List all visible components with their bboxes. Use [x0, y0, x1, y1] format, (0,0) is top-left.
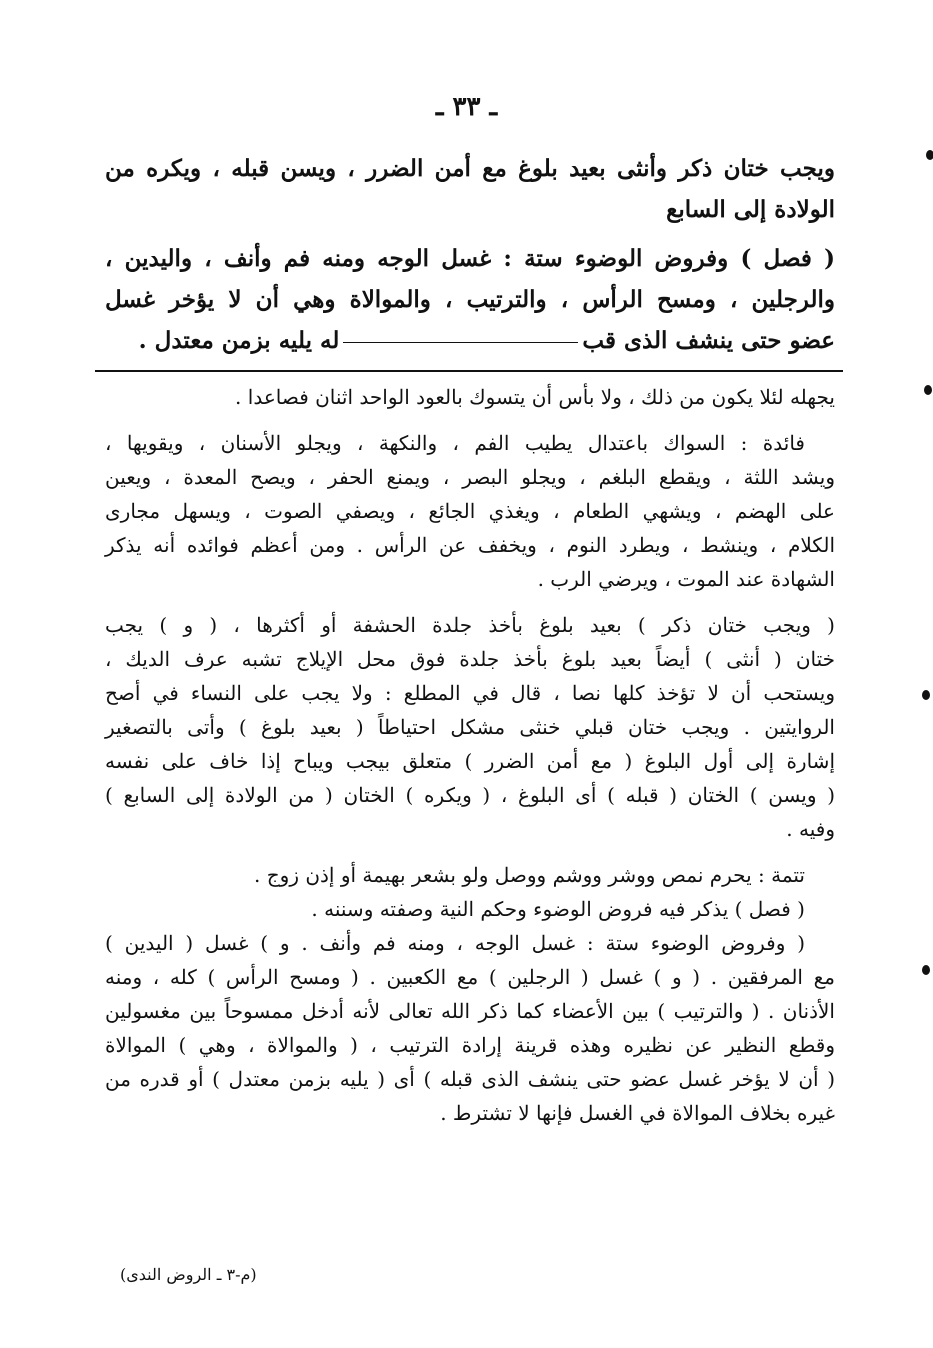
matn-line: ( فصل ) وفروض الوضوء ستة : غسل الوجه ومنه فم وأنف ، واليدين ،	[105, 245, 835, 272]
sharh-line: الأذنان . ( والترتيب ) بين الأعضاء كما ذكر الله تعالى لأنه أدخل ممسوحاً بين مغسولين	[105, 999, 835, 1023]
matn-line-end: له يليه بزمن معتدل .	[138, 327, 340, 354]
sharh-line: وقطع النظير عن نظيره وهذه قرينة إرادة الترتيب ، ( والموالاة ، وهي ) الموالاة	[105, 1033, 835, 1057]
matn-line: الولادة إلى السابع	[666, 196, 835, 223]
sharh-line: ( وفروض الوضوء ستة : غسل الوجه ، ومنه فم وأنف . و ) غسل ( اليدين )	[105, 931, 805, 955]
footer-note: (م-٣ ـ الروض الندى)	[120, 1265, 257, 1284]
sharh-line: مع المرفقين . ( و ) غسل ( الرجلين ) مع الكعبين . ( ومسح الرأس ) كله ، ومنه	[105, 965, 835, 989]
margin-mark	[922, 690, 930, 700]
blank-rule	[343, 342, 578, 343]
sharh-line: ( ويجب ختان ذكر ) بعيد بلوغ بأخذ جلدة الحشفة أو أكثرها ، ( و ) يجب	[105, 613, 835, 637]
margin-mark	[924, 385, 932, 395]
matn-last-line	[105, 320, 835, 361]
sharh-line: ويشد اللثة ، ويقطع البلغم ، ويجلو البصر ، ويمنع الحفر ، ويصح المعدة ، ويعين	[105, 465, 835, 489]
matn-line: ويجب ختان ذكر وأنثى بعيد بلوغ مع أمن الضرر ، ويسن قبله ، ويكره من	[105, 155, 835, 182]
sharh-line: إشارة إلى أول البلوغ ( مع أمن الضرر ) متعلق بيجب ويباح إذا خاف على نفسه	[105, 749, 835, 773]
paragraph-gap	[105, 414, 835, 426]
sharh-line: ( أن لا يؤخر غسل عضو حتى ينشف الذى قبله ) أى ( يليه بزمن معتدل ) أو قدره من	[105, 1067, 835, 1091]
sharh-line: وفيه .	[786, 817, 835, 841]
sharh-line: الشهادة عند الموت ، ويرضي الرب .	[537, 567, 835, 591]
margin-mark	[926, 150, 933, 160]
sharh-text	[105, 380, 835, 1130]
sharh-line: تتمة : يحرم نمص ووشر ووشم ووصل ولو بشعر بهيمة أو إذن زوج .	[254, 863, 805, 887]
sharh-line: فائدة : السواك باعتدال يطيب الفم ، والنكهة ، ويجلو الأسنان ، ويقويها ،	[105, 431, 805, 455]
sharh-line: الروايتين . ويجب ختان قبلي خنثى مشكل احتياطاً ( بعيد بلوغ ) وأتى بالتصغير	[105, 715, 835, 739]
sharh-line: ( ويسن ) الختان ( قبله ) أى البلوغ ، ( ويكره ) الختان ( من الولادة إلى السابع )	[105, 783, 835, 807]
matn-text	[105, 148, 835, 361]
matn-line: والرجلين ، ومسح الرأس ، والترتيب ، والموالاة وهي أن لا يؤخر غسل	[105, 286, 835, 313]
sharh-line: على الهضم ، ويشهي الطعام ، ويغذي الجائع ، ويصفي الصوت ، ويسهل مجارى	[105, 499, 835, 523]
paragraph-gap	[105, 596, 835, 608]
sharh-line: ( فصل ) يذكر فيه فروض الوضوء وحكم النية وصفته وسننه .	[311, 897, 805, 921]
section-divider	[95, 370, 843, 372]
paragraph-gap	[105, 846, 835, 858]
sharh-line: الكلام ، وينشط ، ويطرد النوم ، ويخفف عن الرأس . ومن أعظم فوائده أنه يذكر	[105, 533, 835, 557]
paragraph-gap	[105, 230, 835, 238]
sharh-line: ويستحب أن لا تؤخذ كلها نصا ، قال في المطلع : ولا يجب على النساء في أصح	[105, 681, 835, 705]
sharh-line: يجهله لئلا يكون من ذلك ، ولا بأس أن يتسوك بالعود الواحد اثنان فصاعدا .	[235, 385, 835, 409]
sharh-line: ختان ( أنثى ) أيضاً بعيد بلوغ بأخذ جلدة فوق محل الإيلاج تشبه عرف الديك ،	[105, 647, 835, 671]
sharh-line: غيره بخلاف الموالاة في الغسل فإنها لا تشترط .	[440, 1101, 835, 1125]
margin-mark	[922, 965, 930, 975]
matn-line-start: عضو حتى ينشف الذى قب	[582, 327, 835, 354]
page-number: ـ ٣٣ ـ	[435, 92, 498, 122]
